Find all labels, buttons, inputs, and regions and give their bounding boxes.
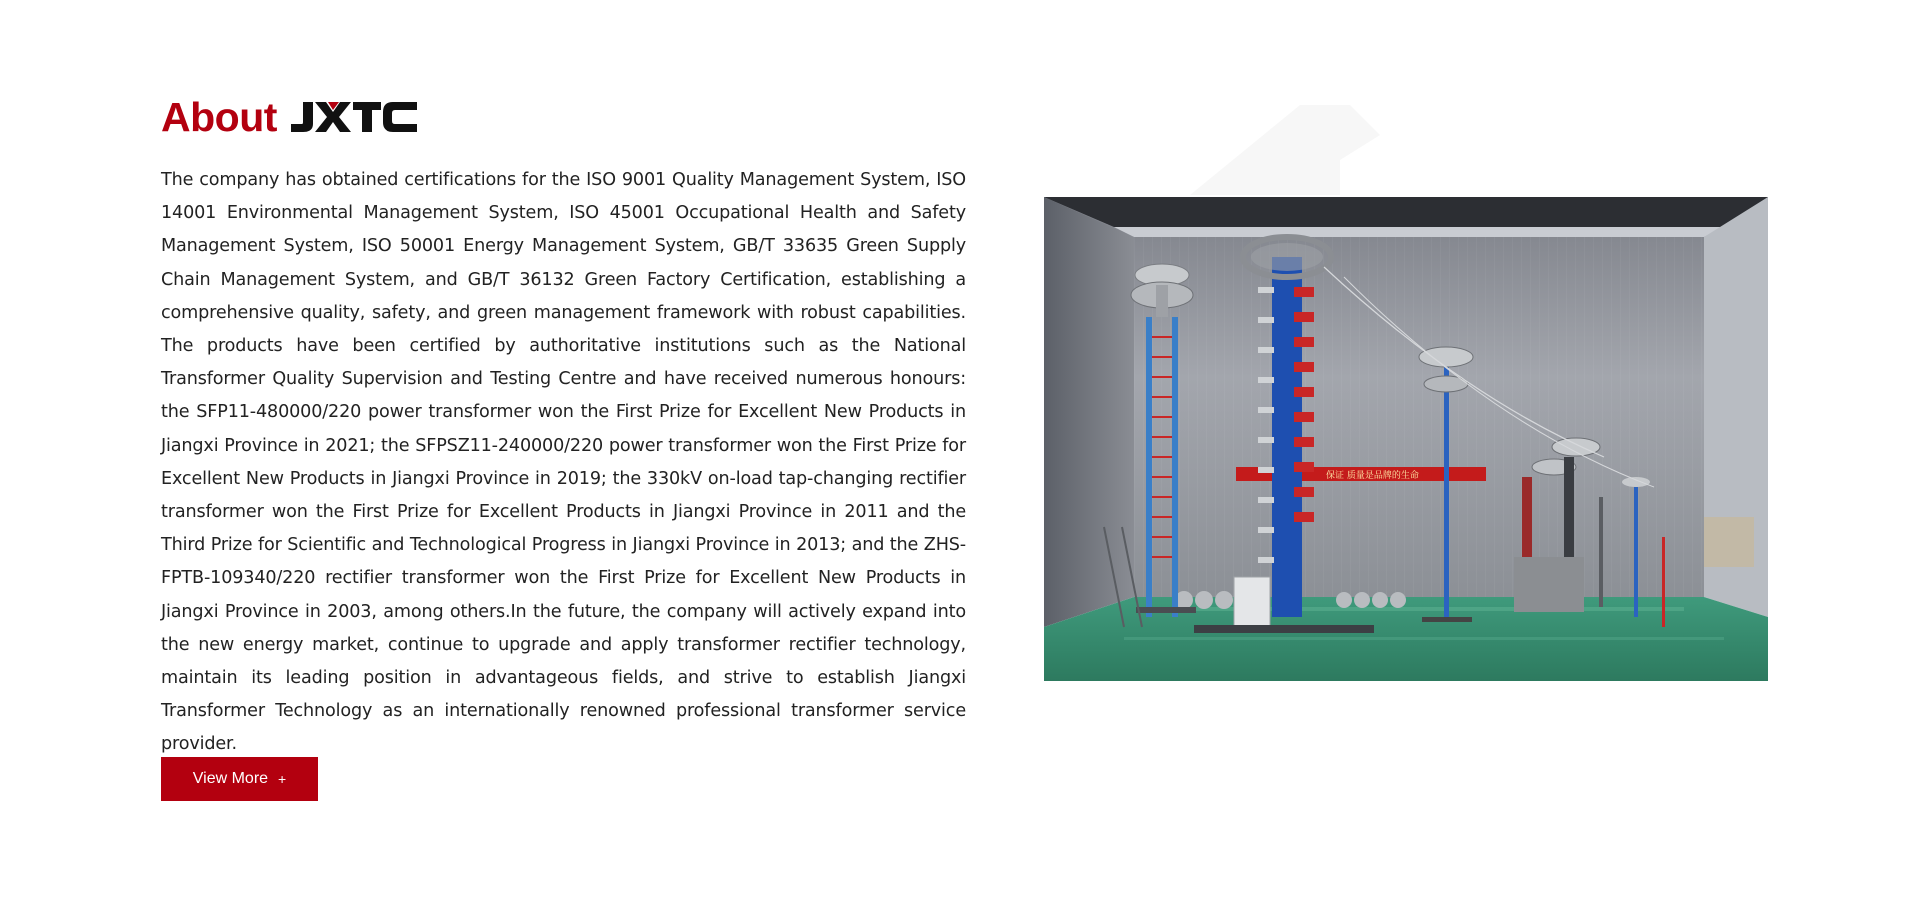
title-prefix: About (161, 93, 277, 140)
testing-hall-photo (1044, 197, 1768, 681)
view-more-button[interactable] (161, 757, 318, 801)
view-more-label: View More (192, 770, 269, 787)
banner-text: 保证 质量是品牌的生命 (1326, 471, 1419, 481)
jxtc-logo (289, 100, 419, 134)
about-description: The company has obtained certifications for the ISO 9001 Quality Management System, ISO 14001 Environmental Management System, ISO 45001 Occupational Health and Safety Management System, ISO 50001 Energy Management System, GB/T 33635 Green Supply Chain Management System, and GB/T 36132 Green Factory Certification, establishing a comprehensive quality, safety, and green management framework with robust capabilities. The products have been certified by authoritative institutions such as the National Transformer Quality Supervision and Testing Centre and have received numerous honours: the SFP11-480000/220 power transformer won the First Prize for Excellent New Products in Jiangxi Province in 2021; the SFPSZ11-240000/220 power transformer won the First Prize for Excellent New Products in Jiangxi Province in 2019; the 330kV on-load tap-changing rectifier transformer won the First Prize for Excellent Products in Jiangxi Province in 2011 and the Third Prize for Scientific and Technological Progress in Jiangxi Province in 2013; and the ZHS-FPTB-109340/220 rectifier transformer won the First Prize for Excellent New Products in Jiangxi Province in 2003, among others.In the future, the company will actively expand into the new energy market, continue to upgrade and apply transformer rectifier technology, maintain its leading position in advantageous fields, and strive to establish Jiangxi Transformer Technology as an internationally renowned professional transformer service provider. (161, 170, 966, 755)
background-arrow-shape (1190, 100, 1410, 200)
plus-icon: + (278, 771, 287, 787)
section-title (161, 92, 419, 142)
